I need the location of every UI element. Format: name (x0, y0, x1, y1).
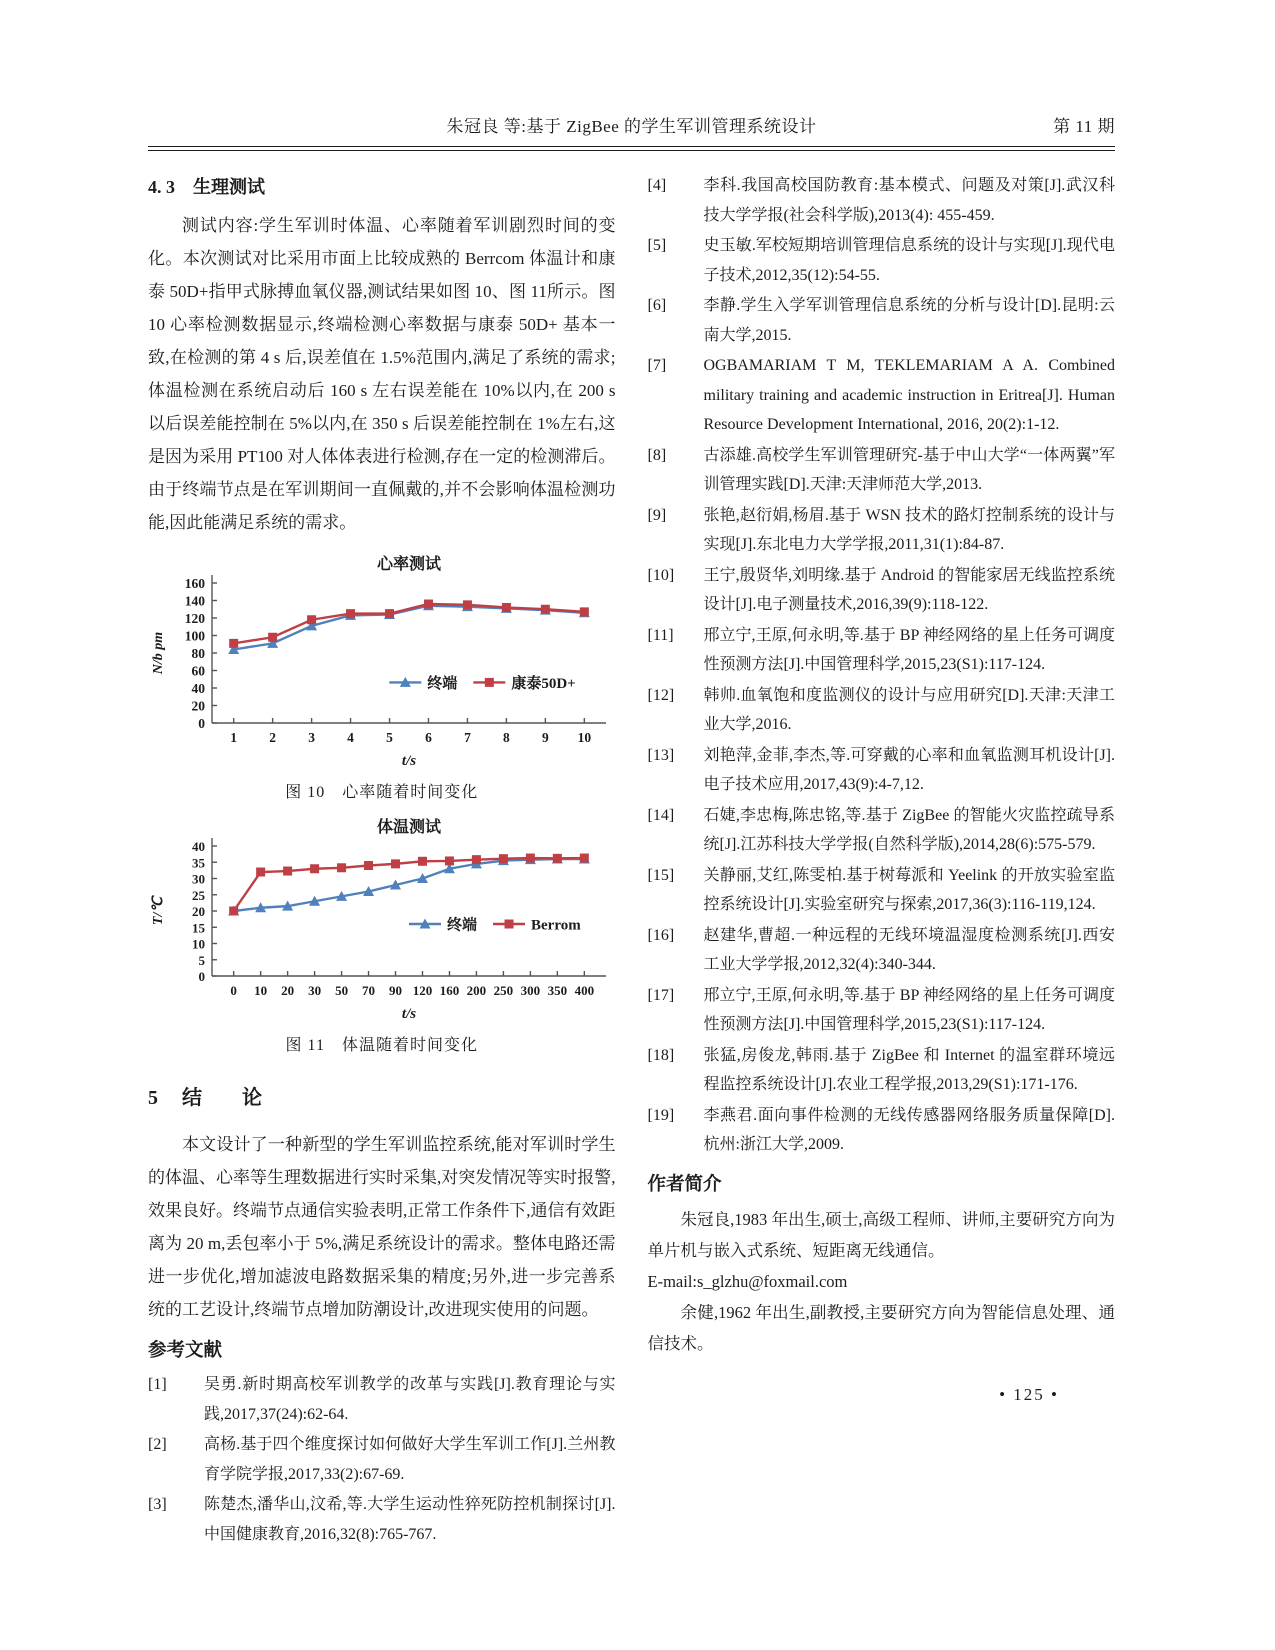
reference-label: [6] (647, 297, 667, 314)
svg-text:90: 90 (389, 983, 403, 998)
reference-item (648, 861, 1116, 920)
svg-text:t/s: t/s (401, 1006, 417, 1022)
svg-text:300: 300 (520, 983, 541, 998)
reference-label: [16] (647, 926, 675, 944)
svg-text:6: 6 (425, 730, 432, 745)
reference-item (148, 1430, 616, 1489)
svg-text:t/s: t/s (401, 753, 417, 769)
section-title: 结 论 (182, 1087, 262, 1109)
svg-text:5: 5 (386, 730, 393, 745)
reference-text: 陈楚杰,潘华山,汶希,等.大学生运动性猝死防控机制探讨[J].中国健康教育,2016,32(8):765-767. (204, 1496, 616, 1543)
reference-label: [11] (647, 626, 674, 644)
svg-text:0: 0 (198, 716, 205, 731)
svg-text:4: 4 (347, 730, 354, 745)
svg-text:60: 60 (191, 663, 205, 679)
svg-text:30: 30 (308, 983, 322, 998)
reference-item (148, 1490, 616, 1549)
page-number: • 125 • (999, 1384, 1059, 1404)
svg-text:200: 200 (466, 983, 487, 998)
figure-10 (148, 553, 616, 802)
svg-text:0: 0 (198, 969, 205, 984)
reference-text: 石婕,李忠梅,陈忠铭,等.基于 ZigBee 的智能火灾监控疏导系统[J].江苏科技大学学报(自然科学版),2014,28(6):575-579. (703, 806, 1115, 853)
reference-text: 韩帅.血氧饱和度监测仪的设计与应用研究[D].天津:天津工业大学,2016. (703, 686, 1115, 733)
reference-text: 李静.学生入学军训管理信息系统的分析与设计[D].昆明:云南大学,2015. (703, 297, 1115, 344)
reference-item (648, 1041, 1116, 1100)
section-4-3-paragraph: 测试内容:学生军训时体温、心率随着军训剧烈时间的变化。本次测试对比采用市面上比较成熟的 Berrcom 体温计和康泰 50D+指甲式脉搏血氧仪器,测试结果如图 10、图 11所示。图 10 心率检测数据显示,终端检测心率数据与康泰 50D+ 基本一致,在检测的第 4 s 后,误差值在 1.5%范围内,满足了系统的需求;体温检测在系统启动后 160 s 左右误差能在 10%以内,在 200 s 以后误差能控制在 5%以内,在 350 s 后误差能控制在 1%左右,这是因为采用 PT100 对人体体表进行检测,存在一定的检测滞后。由于终端节点是在军训期间一直佩戴的,并不会影响体温检测功能,因此能满足系统的需求。 (148, 216, 616, 532)
reference-item (648, 291, 1116, 350)
svg-text:8: 8 (503, 730, 510, 745)
reference-text: OGBAMARIAM T M, TEKLEMARIAM A A. Combined military training and academic instruction in Eritrea[J]. Human Resource Development International, 2016, 20(2):1-12. (703, 357, 1115, 433)
svg-text:康泰50D+: 康泰50D+ (511, 675, 576, 692)
svg-text:5: 5 (198, 952, 205, 968)
reference-text: 高杨.基于四个维度探讨如何做好大学生军训工作[J].兰州教育学院学报,2017,33(2):67-69. (204, 1436, 616, 1483)
svg-text:10: 10 (192, 936, 205, 952)
reference-text: 古添雄.高校学生军训管理研究-基于中山大学“一体两翼”军训管理实践[D].天津:天津师范大学,2013. (703, 446, 1115, 493)
svg-text:20: 20 (191, 698, 205, 714)
reference-item (648, 681, 1116, 740)
page-header (148, 112, 1115, 151)
reference-text: 李科.我国高校国防教育:基本模式、问题及对策[J].武汉科技大学学报(社会科学版),2013(4): 455-459. (703, 177, 1115, 224)
svg-text:160: 160 (439, 983, 460, 998)
reference-text: 邢立宁,王原,何永明,等.基于 BP 神经网络的星上任务可调度性预测方法[J].中国管理科学,2015,23(S1):117-124. (703, 626, 1115, 673)
reference-item (648, 351, 1116, 440)
references-list-left (148, 1370, 616, 1549)
figure-10-caption: 图 10 心率随着时间变化 (285, 784, 479, 801)
body-temperature-chart (148, 816, 618, 1024)
section-title: 生理测试 (193, 177, 265, 197)
svg-text:终端: 终端 (427, 675, 458, 692)
svg-text:体温测试: 体温测试 (376, 819, 442, 836)
reference-label: [10] (647, 566, 675, 584)
heart-rate-chart (148, 553, 618, 771)
author-bio-1: 朱冠良,1983 年出生,硕士,高级工程师、讲师,主要研究方向为单片机与嵌入式系统、短距离无线通信。 (647, 1209, 1115, 1260)
svg-text:100: 100 (184, 628, 205, 644)
svg-text:120: 120 (412, 983, 433, 998)
svg-text:0: 0 (230, 983, 237, 998)
reference-item (648, 741, 1116, 800)
svg-text:40: 40 (191, 681, 205, 696)
svg-text:T/℃: T/℃ (151, 896, 166, 926)
svg-text:7: 7 (464, 730, 471, 745)
reference-item (648, 1101, 1116, 1160)
svg-text:终端: 终端 (447, 917, 478, 934)
svg-text:N/b pm: N/b pm (151, 631, 166, 675)
reference-text: 张猛,房俊龙,韩雨.基于 ZigBee 和 Internet 的温室群环境远程监控系统设计[J].农业工程学报,2013,29(S1):171-176. (703, 1046, 1115, 1093)
reference-label: [9] (647, 506, 667, 524)
issue-number: 第 11 期 (1053, 117, 1115, 136)
reference-text: 关静丽,艾红,陈雯柏.基于树莓派和 Yeelink 的开放实验室监控系统设计[J].实验室研究与探索,2017,36(3):116-119,124. (703, 866, 1115, 913)
reference-label: [1] (148, 1376, 167, 1393)
svg-text:400: 400 (574, 983, 595, 998)
svg-text:20: 20 (281, 983, 295, 998)
svg-text:160: 160 (184, 576, 205, 591)
reference-label: [15] (647, 866, 675, 884)
section-4-3-heading (148, 173, 616, 199)
reference-label: [17] (647, 986, 675, 1004)
reference-item (648, 441, 1116, 500)
svg-text:35: 35 (192, 855, 205, 871)
reference-item (648, 621, 1116, 680)
reference-label: [13] (647, 746, 675, 764)
section-number: 4. 3 (148, 177, 175, 197)
reference-label: [3] (148, 1496, 167, 1513)
svg-text:140: 140 (184, 593, 205, 609)
reference-text: 邢立宁,王原,何永明,等.基于 BP 神经网络的星上任务可调度性预测方法[J].中国管理科学,2015,23(S1):117-124. (703, 986, 1115, 1033)
reference-label: [18] (647, 1046, 675, 1064)
reference-label: [19] (647, 1106, 675, 1124)
reference-text: 张艳,赵衍娟,杨眉.基于 WSN 技术的路灯控制系统的设计与实现[J].东北电力大学学报,2011,31(1):84-87. (703, 506, 1115, 553)
svg-text:2: 2 (269, 730, 277, 745)
reference-item (648, 801, 1116, 860)
reference-label: [8] (647, 446, 667, 464)
reference-text: 刘艳萍,金菲,李杰,等.可穿戴的心率和血氧监测耳机设计[J].电子技术应用,2017,43(9):4-7,12. (703, 746, 1115, 793)
author-email: E-mail:s_glzhu@foxmail.com (647, 1271, 848, 1291)
reference-item (148, 1370, 616, 1429)
reference-label: [7] (647, 357, 667, 374)
section-number: 5 (148, 1087, 158, 1109)
section-5-heading (148, 1081, 616, 1110)
reference-text: 史玉敏.军校短期培训管理信息系统的设计与实现[J].现代电子技术,2012,35(12):54-55. (703, 237, 1115, 284)
reference-text: 赵建华,曹超.一种远程的无线环境温湿度检测系统[J].西安工业大学学报,2012,32(4):340-344. (703, 926, 1115, 973)
svg-text:50: 50 (335, 983, 349, 998)
header-rule (148, 146, 1115, 151)
svg-text:30: 30 (192, 871, 205, 887)
left-column (148, 171, 616, 1550)
conclusion-paragraph: 本文设计了一种新型的学生军训监控系统,能对军训时学生的体温、心率等生理数据进行实时采集,对突发情况等实时报警,效果良好。终端节点通信实验表明,正常工作条件下,通信有效距离为 20 m,丢包率小于 5%,满足系统设计的需求。整体电路还需进一步优化,增加滤波电路数据采集的精度;另外,进一步完善系统的工艺设计,终端节点增加防潮设计,改进现实使用的问题。 (148, 1135, 616, 1319)
svg-text:25: 25 (192, 887, 205, 903)
reference-label: [12] (647, 686, 675, 704)
author-bio-heading: 作者简介 (647, 1174, 722, 1195)
figure-11 (148, 816, 616, 1055)
svg-text:Berrom: Berrom (531, 917, 581, 934)
svg-text:3: 3 (308, 730, 315, 745)
reference-text: 李燕君.面向事件检测的无线传感器网络服务质量保障[D].杭州:浙江大学,2009. (703, 1106, 1115, 1153)
reference-label: [5] (647, 237, 667, 254)
svg-text:15: 15 (192, 920, 205, 936)
svg-text:20: 20 (192, 904, 205, 919)
running-title: 朱冠良 等:基于 ZigBee 的学生军训管理系统设计 (446, 117, 817, 136)
svg-text:10: 10 (254, 983, 268, 998)
svg-text:1: 1 (230, 730, 238, 745)
reference-item (648, 921, 1116, 980)
svg-text:10: 10 (577, 730, 592, 745)
figure-11-caption: 图 11 体温随着时间变化 (285, 1037, 478, 1054)
reference-label: [4] (647, 177, 667, 194)
right-column (648, 171, 1116, 1550)
svg-text:80: 80 (191, 646, 205, 661)
svg-text:120: 120 (184, 611, 205, 626)
reference-item (648, 981, 1116, 1040)
svg-text:40: 40 (192, 839, 205, 854)
references-list-right (648, 171, 1116, 1160)
reference-label: [14] (647, 806, 675, 824)
two-column-body (148, 171, 1115, 1550)
reference-item (648, 231, 1116, 290)
svg-text:250: 250 (493, 983, 514, 998)
svg-text:70: 70 (362, 983, 376, 998)
svg-text:心率测试: 心率测试 (376, 556, 442, 573)
reference-label: [2] (148, 1436, 167, 1453)
author-bio-2: 余健,1962 年出生,副教授,主要研究方向为智能信息处理、通信技术。 (647, 1302, 1115, 1353)
svg-text:9: 9 (541, 730, 549, 745)
reference-item (648, 501, 1116, 560)
reference-item (648, 171, 1116, 230)
svg-text:350: 350 (547, 983, 568, 998)
reference-text: 吴勇.新时期高校军训教学的改革与实践[J].教育理论与实践,2017,37(24):62-64. (204, 1376, 616, 1423)
reference-item (648, 561, 1116, 620)
reference-text: 王宁,殷贤华,刘明缘.基于 Android 的智能家居无线监控系统设计[J].电子测量技术,2016,39(9):118-122. (703, 566, 1115, 613)
references-heading: 参考文献 (148, 1341, 223, 1361)
